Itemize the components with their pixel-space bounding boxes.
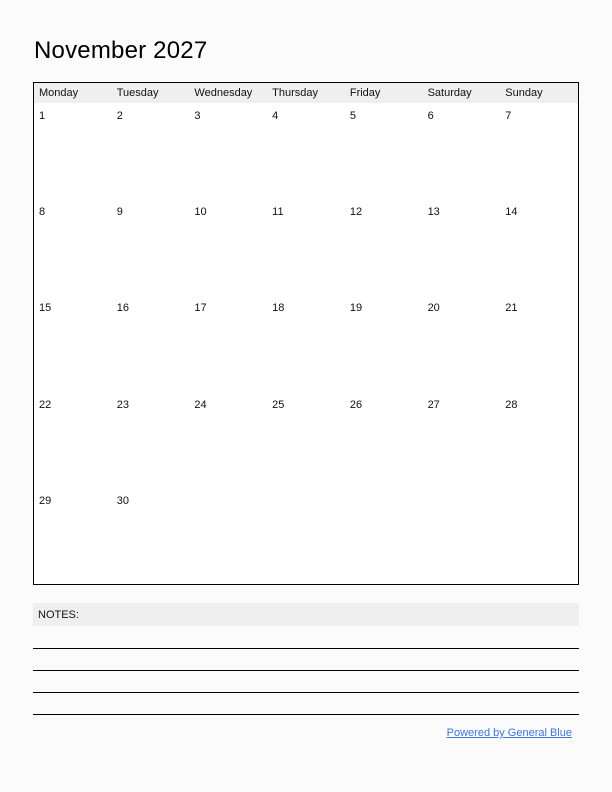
day-cell-29 — [34, 488, 112, 584]
weekday-header-sunday: Sunday — [505, 87, 543, 99]
day-number: 30 — [116, 494, 129, 507]
day-number: 14 — [505, 206, 518, 219]
day-cell-10 — [189, 199, 267, 295]
calendar-weeks — [34, 103, 578, 584]
day-number: 10 — [194, 206, 207, 219]
day-number: 3 — [194, 110, 201, 122]
calendar-week-row-1 — [34, 103, 578, 199]
day-cell-12 — [345, 199, 423, 295]
day-number: 1 — [39, 110, 46, 122]
day-cell-16 — [112, 295, 190, 391]
day-number: 4 — [272, 110, 279, 122]
day-cell-17 — [189, 295, 267, 391]
day-number: 7 — [505, 110, 512, 122]
day-cell-11 — [267, 199, 345, 295]
day-number: 26 — [349, 398, 363, 411]
day-cell-4 — [267, 103, 345, 199]
calendar-grid — [33, 82, 579, 585]
day-cell-22 — [34, 392, 112, 488]
day-cell-19 — [345, 295, 423, 391]
weekday-header-friday: Friday — [349, 87, 381, 99]
day-number: 6 — [427, 110, 434, 122]
day-cell-27 — [423, 392, 501, 488]
day-cell-2 — [112, 103, 190, 199]
day-cell-28 — [500, 392, 578, 488]
day-number: 5 — [349, 110, 356, 122]
day-cell-13 — [423, 199, 501, 295]
day-cell-21 — [500, 295, 578, 391]
day-cell-1 — [34, 103, 112, 199]
day-number: 19 — [349, 302, 363, 315]
calendar-week-row-3 — [34, 295, 578, 391]
day-cell-23 — [112, 392, 190, 488]
day-number: 12 — [349, 206, 363, 219]
day-cell-7 — [500, 103, 578, 199]
day-number: 15 — [39, 302, 52, 315]
day-cell-empty — [267, 488, 345, 584]
day-number: 22 — [39, 398, 52, 411]
page-title: November 2027 — [34, 37, 208, 64]
day-number: 20 — [427, 302, 440, 315]
weekday-header-wednesday: Wednesday — [194, 87, 253, 99]
note-line-4 — [33, 714, 579, 715]
notes-label: NOTES: — [38, 608, 79, 621]
powered-by-link[interactable]: Powered by General Blue — [446, 727, 572, 739]
day-number: 17 — [194, 302, 207, 315]
day-cell-empty — [345, 488, 423, 584]
day-cell-18 — [267, 295, 345, 391]
note-line-2 — [33, 670, 579, 671]
day-number: 28 — [505, 398, 518, 411]
note-lines — [33, 648, 579, 736]
day-cell-15 — [34, 295, 112, 391]
day-number: 11 — [272, 206, 284, 219]
weekday-header-tuesday: Tuesday — [116, 87, 159, 99]
day-cell-20 — [423, 295, 501, 391]
day-cell-30 — [112, 488, 190, 584]
day-cell-3 — [189, 103, 267, 199]
day-number: 18 — [272, 302, 285, 315]
note-line-1 — [33, 648, 579, 649]
day-cell-empty — [423, 488, 501, 584]
weekday-header-saturday: Saturday — [427, 87, 472, 99]
calendar-week-row-2 — [34, 199, 578, 295]
day-number: 24 — [194, 398, 207, 411]
day-cell-26 — [345, 392, 423, 488]
day-number: 9 — [116, 206, 123, 219]
day-cell-24 — [189, 392, 267, 488]
day-number: 23 — [116, 398, 129, 411]
day-number: 27 — [427, 398, 440, 411]
calendar-week-row-5 — [34, 488, 578, 584]
weekday-header-row — [34, 83, 578, 103]
day-number: 16 — [116, 302, 129, 315]
day-cell-empty — [500, 488, 578, 584]
day-cell-9 — [112, 199, 190, 295]
day-number: 13 — [427, 206, 440, 219]
day-cell-6 — [423, 103, 501, 199]
note-line-3 — [33, 692, 579, 693]
day-number: 8 — [39, 206, 46, 219]
day-cell-14 — [500, 199, 578, 295]
day-number: 29 — [39, 494, 52, 507]
day-cell-5 — [345, 103, 423, 199]
day-number: 21 — [505, 302, 518, 315]
weekday-header-thursday: Thursday — [272, 87, 318, 99]
day-cell-8 — [34, 199, 112, 295]
day-number: 25 — [272, 398, 285, 411]
day-number: 2 — [116, 110, 123, 122]
day-cell-25 — [267, 392, 345, 488]
weekday-header-monday: Monday — [39, 87, 79, 99]
day-cell-empty — [189, 488, 267, 584]
notes-label-bar — [33, 603, 579, 626]
calendar-week-row-4 — [34, 392, 578, 488]
